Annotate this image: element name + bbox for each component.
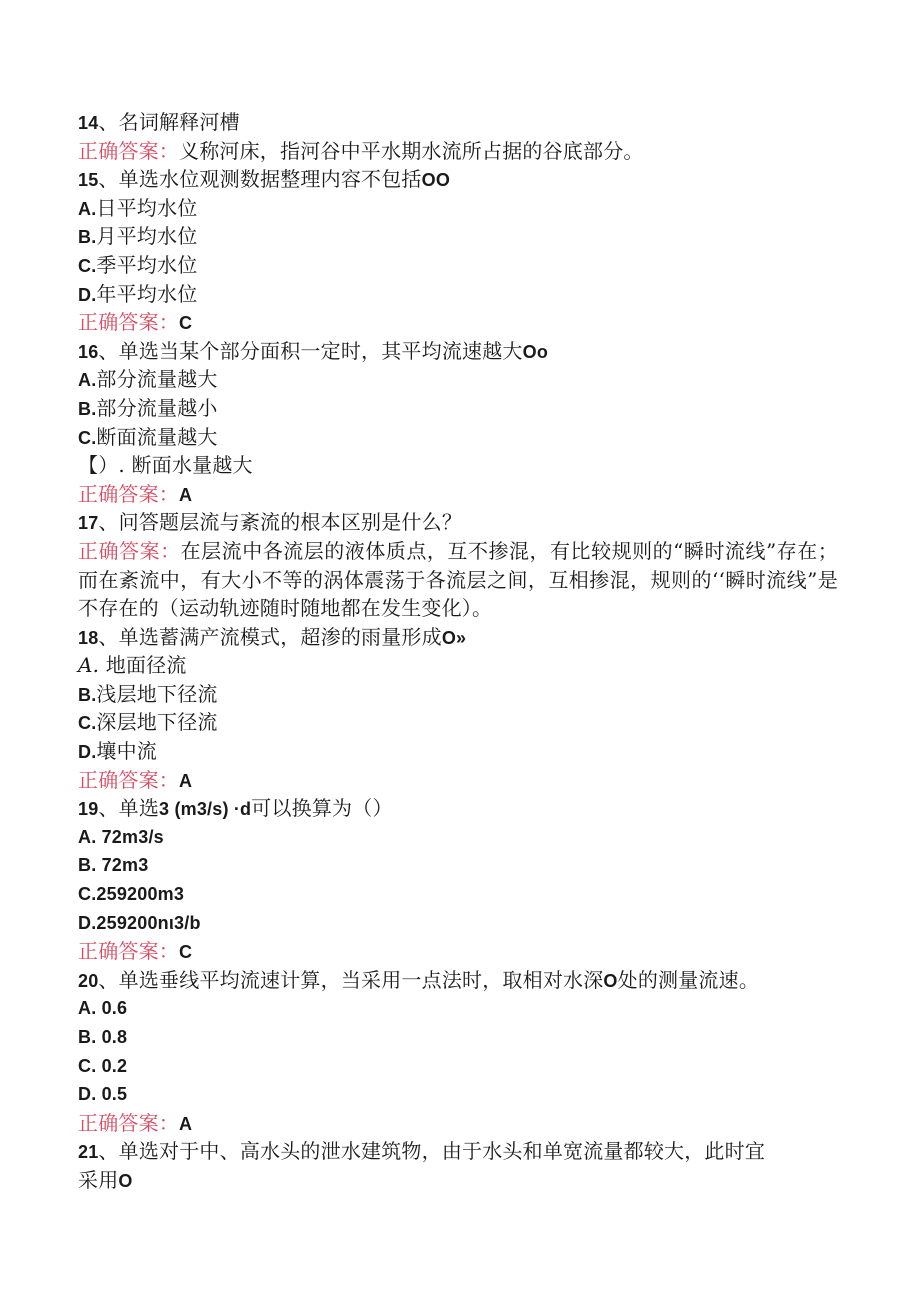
option-text: 季平均水位 bbox=[96, 252, 198, 277]
answer-value: C bbox=[179, 942, 193, 963]
option-c bbox=[78, 251, 838, 280]
option-letter: B. bbox=[78, 684, 97, 705]
option-b bbox=[78, 222, 838, 251]
question-text: 、单选水位观测数据整理内容不包括 bbox=[98, 167, 422, 192]
answer-label: 正确答案： bbox=[78, 1110, 179, 1135]
answer-value: A bbox=[179, 484, 193, 505]
option-letter: B. bbox=[78, 398, 97, 419]
option-letter: B. bbox=[78, 227, 97, 248]
answer-value: A bbox=[179, 770, 193, 791]
option-a bbox=[78, 651, 838, 680]
question-21-continued bbox=[78, 1166, 838, 1195]
answer-value: 义称河床，指河谷中平水期水流所占据的谷底部分。 bbox=[179, 138, 644, 163]
option-text: 部分流量越小 bbox=[96, 395, 218, 420]
question-text: 、单选蓄满产流模式，超渗的雨量形成 bbox=[98, 624, 442, 649]
option-text: B. 72m3 bbox=[78, 855, 149, 876]
answer-20 bbox=[78, 1109, 838, 1138]
option-text: 月平均水位 bbox=[96, 224, 198, 249]
question-number: 18 bbox=[78, 627, 99, 648]
option-b bbox=[78, 680, 838, 709]
option-letter: C. bbox=[78, 255, 97, 276]
answer-label: 正确答案： bbox=[78, 939, 179, 964]
option-b bbox=[78, 394, 838, 423]
option-a bbox=[78, 823, 838, 852]
question-15 bbox=[78, 165, 838, 194]
option-a bbox=[78, 365, 838, 394]
option-c bbox=[78, 423, 838, 452]
question-number: 19 bbox=[78, 799, 99, 820]
question-20 bbox=[78, 966, 838, 995]
answer-value: A bbox=[179, 1113, 193, 1134]
option-letter: D. bbox=[78, 742, 97, 763]
answer-14 bbox=[78, 137, 838, 166]
option-b bbox=[78, 1023, 838, 1052]
question-text: 采用 bbox=[78, 1167, 119, 1192]
option-text: 断面流量越大 bbox=[96, 424, 218, 449]
question-suffix: OO bbox=[421, 170, 451, 191]
option-text: 【）. 断面水量越大 bbox=[78, 453, 253, 478]
option-text: 壤中流 bbox=[96, 739, 158, 764]
question-19 bbox=[78, 794, 838, 823]
question-text: 、单选垂线平均流速计算，当采用一点法时，取相对水深 bbox=[98, 967, 604, 992]
answer-label: 正确答案： bbox=[78, 767, 179, 792]
option-letter: C. bbox=[78, 427, 97, 448]
question-16 bbox=[78, 337, 838, 366]
document-page bbox=[78, 108, 838, 1195]
answer-label: 正确答案： bbox=[78, 138, 179, 163]
question-14 bbox=[78, 108, 838, 137]
question-text-end: 处的测量流速。 bbox=[617, 967, 760, 992]
option-letter: D. bbox=[78, 284, 97, 305]
answer-15 bbox=[78, 308, 838, 337]
question-suffix: O bbox=[118, 1170, 133, 1191]
option-text: C. 0.2 bbox=[78, 1055, 128, 1076]
option-letter: C. bbox=[78, 713, 97, 734]
answer-label: 正确答案： bbox=[78, 310, 179, 335]
option-letter: A. bbox=[78, 198, 97, 219]
question-text: 、单选 bbox=[98, 796, 160, 821]
option-text: 部分流量越大 bbox=[96, 367, 218, 392]
question-number: 21 bbox=[78, 1142, 99, 1163]
question-number: 17 bbox=[78, 513, 99, 534]
question-18 bbox=[78, 623, 838, 652]
question-suffix: O bbox=[603, 970, 618, 991]
option-d bbox=[78, 1080, 838, 1109]
question-number: 14 bbox=[78, 113, 99, 133]
question-text: 、单选当某个部分面积一定时，其平均流速越大 bbox=[98, 338, 523, 363]
option-d bbox=[78, 737, 838, 766]
question-number: 15 bbox=[78, 170, 99, 191]
option-text: A. 72m3/s bbox=[78, 826, 164, 847]
question-suffix: O» bbox=[441, 627, 467, 648]
question-formula: 3 (m3/s) ·d bbox=[159, 799, 252, 820]
option-text: D. 0.5 bbox=[78, 1084, 128, 1105]
question-text: 、问答题层流与紊流的根本区别是什么？ bbox=[98, 510, 463, 535]
option-text: 浅层地下径流 bbox=[96, 681, 218, 706]
option-text: D.259200nι3/b bbox=[78, 912, 201, 933]
answer-label: 正确答案： bbox=[78, 481, 179, 506]
option-letter: A. bbox=[78, 370, 97, 391]
option-d bbox=[78, 451, 838, 480]
option-a bbox=[78, 994, 838, 1023]
question-text: 、单选对于中、高水头的泄水建筑物，由于水头和单宽流量都较大，此时宜 bbox=[98, 1139, 766, 1164]
option-text: C.259200m3 bbox=[78, 884, 185, 905]
option-letter: A. bbox=[78, 653, 100, 678]
option-text: 深层地下径流 bbox=[96, 710, 218, 735]
answer-18 bbox=[78, 766, 838, 795]
answer-16 bbox=[78, 480, 838, 509]
option-text: 地面径流 bbox=[105, 653, 187, 678]
option-text: B. 0.8 bbox=[78, 1027, 128, 1047]
question-text: 、名词解释河槽 bbox=[98, 110, 240, 134]
option-text: A. 0.6 bbox=[78, 998, 128, 1019]
answer-value: 在层流中各流层的液体质点，互不掺混，有比较规则的“瞬时流线”存在；而在紊流中，有大小不等的涡体震荡于各流层之间，互相掺混，规则的‘‘瞬时流线”是不存在的（运动轨迹随时随地都在发生变化）。 bbox=[78, 538, 838, 621]
option-d bbox=[78, 909, 838, 938]
answer-19 bbox=[78, 937, 838, 966]
answer-17 bbox=[78, 537, 838, 623]
option-text: 日平均水位 bbox=[96, 195, 198, 220]
option-c bbox=[78, 1052, 838, 1081]
question-suffix: Oo bbox=[522, 341, 549, 362]
option-text: 年平均水位 bbox=[96, 281, 198, 306]
answer-label: 正确答案： bbox=[78, 538, 181, 563]
question-17 bbox=[78, 508, 838, 537]
question-text-end: 可以换算为（） bbox=[251, 796, 393, 821]
question-number: 16 bbox=[78, 341, 99, 362]
option-c bbox=[78, 708, 838, 737]
question-21 bbox=[78, 1137, 838, 1166]
option-c bbox=[78, 880, 838, 909]
question-number: 20 bbox=[78, 970, 99, 991]
option-a bbox=[78, 194, 838, 223]
option-b bbox=[78, 851, 838, 880]
option-d bbox=[78, 280, 838, 309]
answer-value: C bbox=[179, 313, 193, 334]
